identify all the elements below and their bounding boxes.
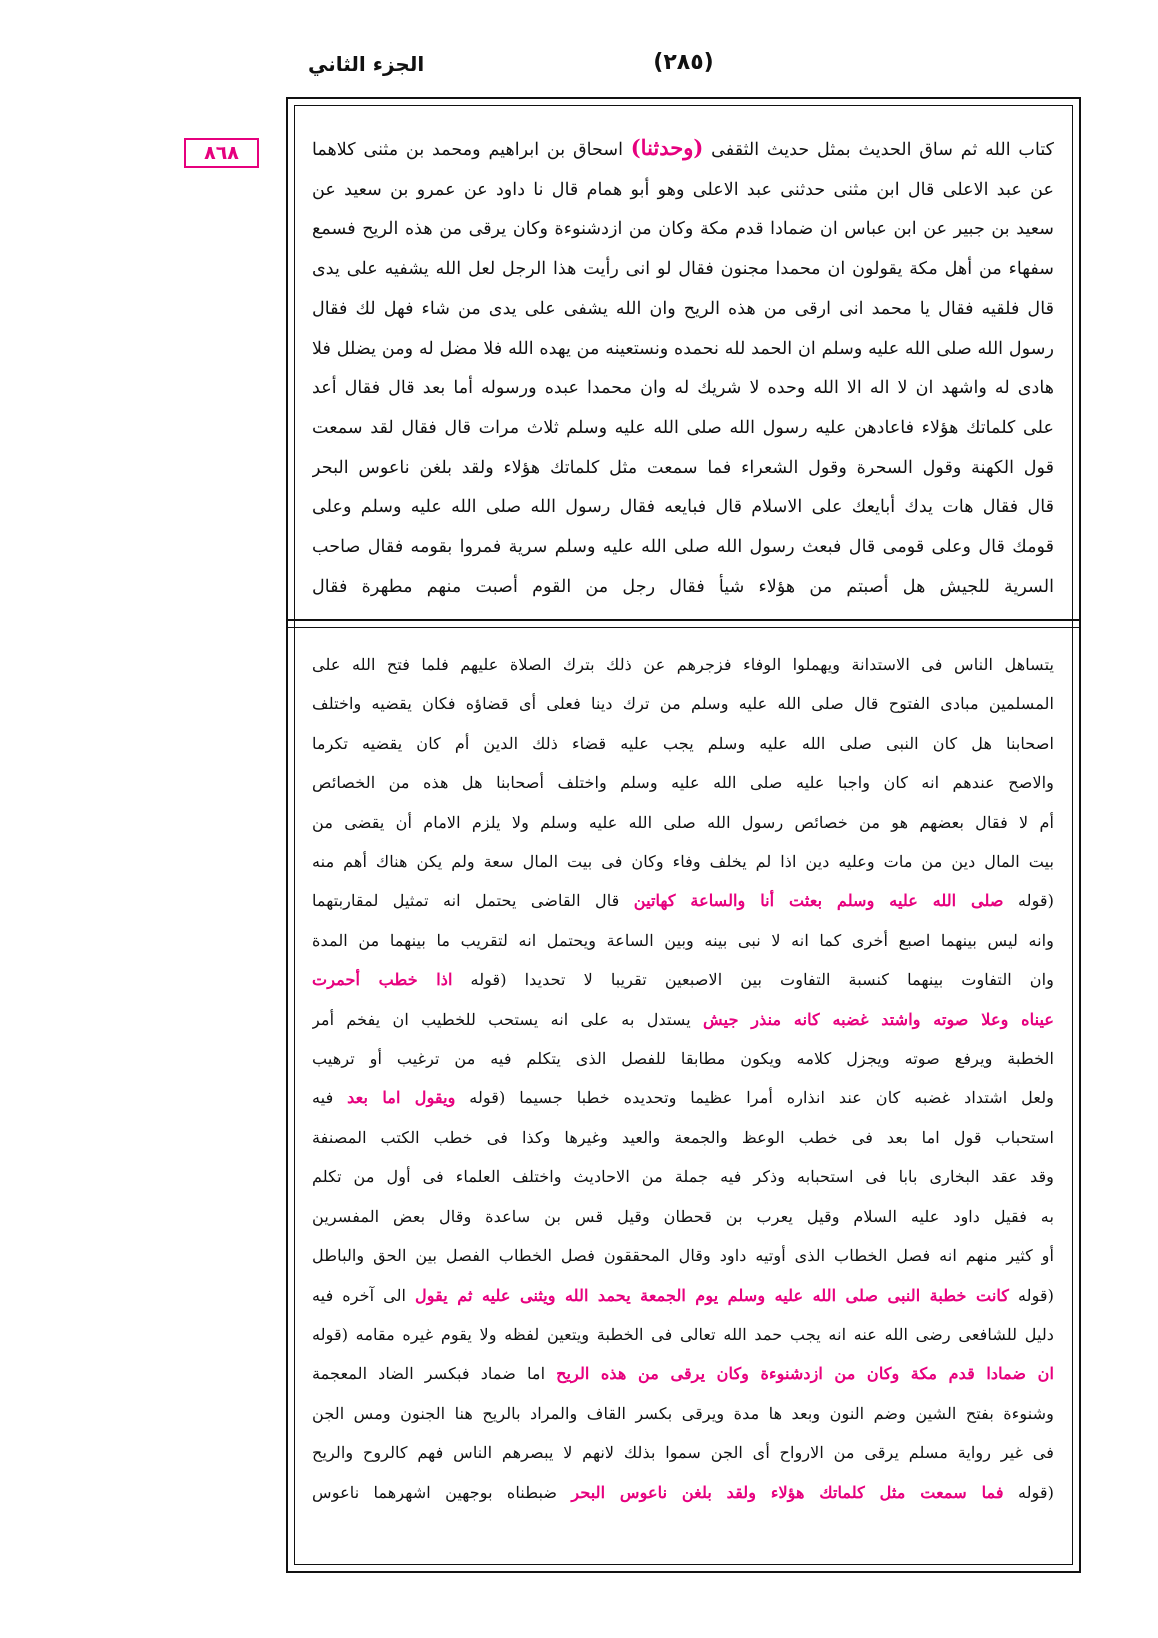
commentary-line <box>312 1354 1054 1393</box>
commentary-text-run: بيت المال دين من مات وعليه دين اذا لم يخلف وفاء وكان فى بيت المال سعة ولم يكن هناك أهم منه <box>312 852 1054 872</box>
hadith-line-text: السرية للجيش هل أصبتم من هؤلاء شيأ فقال رجل من القوم أصبت منهم مطهرة فقال <box>312 576 1054 597</box>
commentary-line <box>312 1000 1054 1039</box>
commentary-text-run: يتساهل الناس فى الاستدانة ويهملوا الوفاء فزجرهم عن ذلك بترك الصلاة عليهم فلما فتح الله على <box>312 655 1054 674</box>
quoted-hadith-phrase: ان ضمادا قدم مكة وكان من ازدشنوءة وكان يرقى من هذه الريح <box>556 1364 1054 1384</box>
quoted-hadith-phrase: اذا خطب أحمرت <box>312 970 453 990</box>
commentary-text-run: (قوله <box>1003 891 1054 911</box>
commentary-text-run: الى آخره فيه <box>312 1285 415 1305</box>
commentary-text-run: دليل للشافعى رضى الله عنه انه يجب حمد الله تعالى فى الخطبة ويتعين لفظه ولا يقوم غيره مقامه (قوله <box>312 1324 1054 1344</box>
commentary-line <box>312 1473 1054 1512</box>
hadith-line-text: رسول الله صلى الله عليه وسلم ان الحمد لله نحمده ونستعينه من يهده الله فلا مضل له ومن يضلل فلا <box>312 338 1054 359</box>
commentary-line <box>312 921 1054 960</box>
commentary-line <box>312 1236 1054 1275</box>
commentary-line <box>312 1433 1054 1472</box>
hadith-line <box>312 449 1054 489</box>
hadith-line-text: كتاب الله ثم ساق الحديث بمثل حديث الثقفى <box>711 140 1054 160</box>
hadith-line <box>312 290 1054 330</box>
commentary-text-run: فيه <box>312 1088 348 1108</box>
commentary-text-run: وان التفاوت بينهما كنسبة التفاوت بين الاصبعين تقريبا لا تحديدا (قوله <box>452 970 1054 990</box>
commentary-line <box>312 881 1054 920</box>
commentary-text-run: وقد عقد البخارى بابا فى استحبابه وذكر فيه جملة من الاحاديث واختلف العلماء فى أول من تكلم <box>312 1167 1054 1187</box>
quoted-hadith-phrase: ويقول اما بعد <box>347 1088 456 1108</box>
commentary-line <box>312 645 1054 684</box>
quoted-hadith-phrase: صلى الله عليه وسلم بعثت أنا والساعة كهاتين <box>633 891 1004 911</box>
commentary-text-run: استحباب قول اما بعد فى خطب الوعظ والجمعة والعيد وغيرها وكذا فى خطب الكتب المصنفة <box>312 1127 1054 1147</box>
commentary-line <box>312 960 1054 999</box>
commentary-text-run: أم لا فقال بعضهم هو من خصائص رسول الله صلى الله عليه وسلم ولا يلزم الامام أن يقضى من <box>312 812 1054 832</box>
hadith-line <box>312 210 1054 250</box>
commentary-line <box>312 1315 1054 1354</box>
hadith-line-text: هادى له واشهد ان لا اله الا الله وحده لا شريك له وان محمدا عبده ورسوله أما بعد قال فقال أعد <box>312 378 1054 399</box>
commentary-text-run: اما ضماد فبكسر الضاد المعجمة <box>312 1364 557 1384</box>
running-header <box>286 48 1081 88</box>
hadith-line <box>312 528 1054 568</box>
hadith-line <box>312 330 1054 370</box>
commentary-line <box>312 842 1054 881</box>
commentary-line <box>312 1394 1054 1433</box>
hadith-line-text: سعيد بن جبير عن ابن عباس ان ضمادا قدم مكة وكان من ازدشنوءة وكان يرقى من هذه الريح فسمع <box>312 219 1054 240</box>
hadith-line-text: سفهاء من أهل مكة يقولون ان محمدا مجنون فقال لو انى رأيت هذا الرجل لعل الله يشفيه على يدى <box>312 259 1054 280</box>
narration-marker: (وحدثنا) <box>630 135 704 160</box>
commentary-text-run: والاصح عندهم انه كان واجبا عليه صلى الله عليه وسلم واختلف أصحابنا هل هذه من الخصائص <box>312 773 1054 793</box>
hadith-line <box>312 128 1054 171</box>
commentary-text-run: (قوله <box>1003 1482 1054 1502</box>
hadith-line-text: اسحاق بن ابراهيم ومحمد بن مثنى كلاهما <box>312 140 623 160</box>
hadith-line-text: قول الكهنة وقول السحرة وقول الشعراء فما سمعت مثل كلماتك هؤلاء ولقد بلغن ناعوس البحر <box>312 457 1054 478</box>
hadith-text <box>312 128 1054 606</box>
commentary-text <box>312 645 1054 1553</box>
commentary-line <box>312 803 1054 842</box>
hadith-line <box>312 488 1054 528</box>
commentary-line <box>312 724 1054 763</box>
section-divider <box>286 619 1081 628</box>
quoted-hadith-phrase: فما سمعت مثل كلماتك هؤلاء ولقد بلغن ناعوس البحر <box>571 1482 1004 1502</box>
commentary-line <box>312 1078 1054 1117</box>
quoted-hadith-phrase: عيناه وعلا صوته واشتد غضبه كانه منذر جيش <box>703 1009 1054 1029</box>
commentary-text-run: (قوله <box>1009 1285 1054 1305</box>
hadith-number-badge: ٨٦٨ <box>184 138 259 168</box>
commentary-line <box>312 763 1054 802</box>
quoted-hadith-phrase: كانت خطبة النبى صلى الله عليه وسلم يوم الجمعة يحمد الله ويثنى عليه ثم يقول <box>414 1285 1010 1305</box>
hadith-line <box>312 409 1054 449</box>
commentary-line <box>312 684 1054 723</box>
hadith-line-text: على كلماتك هؤلاء فاعادهن عليه رسول الله صلى الله عليه وسلم ثلاث مرات قال فقال لقد سمعت <box>312 417 1054 438</box>
commentary-line <box>312 1157 1054 1196</box>
commentary-text-run: المسلمين مبادى الفتوح قال صلى الله عليه وسلم من ترك دينا فعلى أى قضاؤه فكان يقضيه واختلف <box>312 694 1054 714</box>
commentary-line <box>312 1276 1054 1315</box>
part-title: الجزء الثاني <box>308 52 425 76</box>
hadith-line <box>312 250 1054 290</box>
commentary-line <box>312 1039 1054 1078</box>
commentary-text-run: يستدل به على انه يستحب للخطيب ان يفخم أمر <box>312 1009 704 1029</box>
hadith-line-text: قال فقال هات يدك أبايعك على الاسلام قال فبايعه فقال رسول الله صلى الله عليه وسلم وعلى <box>312 497 1054 518</box>
commentary-text-run: قال القاضى يحتمل انه تمثيل لمقاربتهما <box>312 891 634 911</box>
hadith-line <box>312 171 1054 211</box>
hadith-line-text: عن عبد الاعلى قال ابن مثنى حدثنى عبد الاعلى وهو أبو همام قال نا داود عن عمرو بن سعيد عن <box>312 179 1054 200</box>
commentary-text-run: فى غير رواية مسلم يرقى من الارواح أى الجن سموا بذلك لانهم لا يبصرهم الناس فهم كالروح والريح <box>312 1443 1054 1463</box>
commentary-text-run: وشنوءة بفتح الشين وضم النون وبعد ها مدة ويرقى بكسر القاف والمراد بالريح هنا الجنون ومس الجن <box>312 1403 1054 1423</box>
commentary-text-run: ولعل اشتداد غضبه كان عند انذاره أمرا عظيما وتحديده خطبا جسيما (قوله <box>455 1088 1054 1108</box>
commentary-text-run: الخطبة ويرفع صوته ويجزل كلامه ويكون مطابقا للفصل الذى يتكلم فيه من ترغيب أو ترهيب <box>312 1049 1054 1069</box>
hadith-line-text: قال فلقيه فقال يا محمد انى ارقى من هذه الريح وان الله يشفى على يدى من شاء فهل لك فقال <box>312 298 1054 319</box>
commentary-text-run: وانه ليس بينهما اصبع أخرى كما انه لا نبى بينه وبين الساعة ويحتمل انه لتقريب ما بينهما من المدة <box>312 930 1054 950</box>
commentary-text-run: أو كثير منهم انه فصل الخطاب الذى أوتيه داود وقال المحققون فصل الخطاب الفصل بين الحق والباطل <box>312 1246 1054 1266</box>
commentary-text-run: اصحابنا هل كان النبى صلى الله عليه وسلم يجب عليه قضاء ذلك الدين أم كان يقضيه تكرما <box>312 733 1054 753</box>
hadith-line-text: قومك قال وعلى قومى قال فبعث رسول الله صلى الله عليه وسلم سرية فمروا بقومه فقال صاحب <box>312 537 1054 558</box>
hadith-line <box>312 568 1054 606</box>
commentary-line <box>312 1118 1054 1157</box>
commentary-line <box>312 1197 1054 1236</box>
hadith-line <box>312 369 1054 409</box>
page-number: (٢٨٥) <box>653 50 714 75</box>
commentary-text-run: ضبطناه بوجهين اشهرهما ناعوس <box>312 1482 572 1502</box>
commentary-text-run: به فقيل داود عليه السلام وقيل يعرب بن قحطان وقيل قس بن ساعدة وقال بعض المفسرين <box>312 1206 1054 1226</box>
